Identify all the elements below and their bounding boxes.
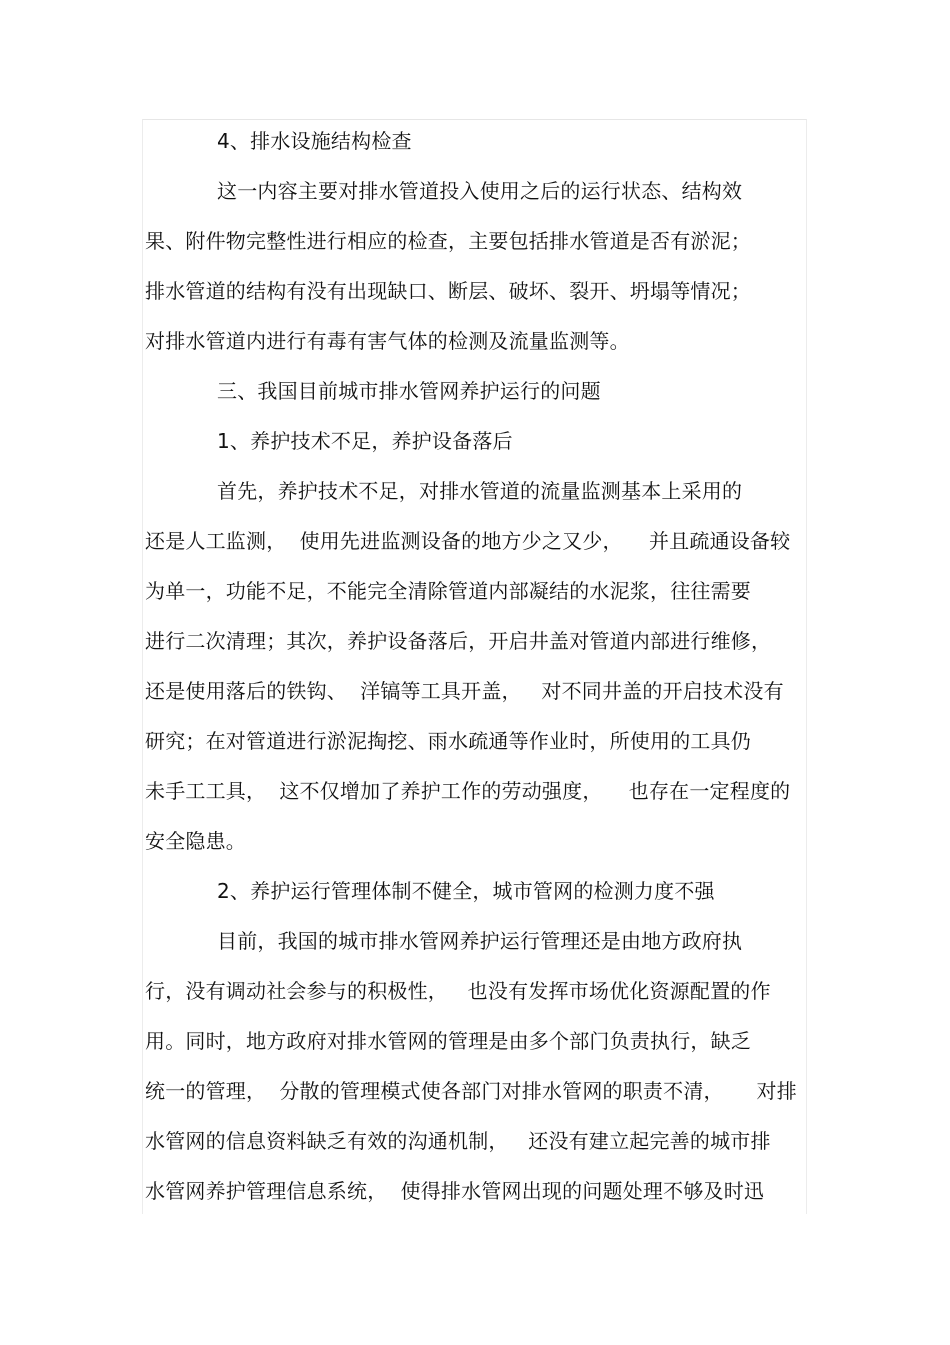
subheading-technology: 1、养护技术不足，养护设备落后 [217, 429, 513, 453]
paragraph-line: 排水管道的结构有没有出现缺口、断层、破坏、裂开、坍塌等情况； [145, 279, 751, 303]
heading-structure-inspection: 4、排水设施结构检查 [217, 129, 412, 153]
paragraph-line: 果、附件物完整性进行相应的检查，主要包括排水管道是否有淤泥； [145, 229, 751, 253]
paragraph-line: 安全隐患。 [145, 829, 246, 853]
paragraph-line: 水管网的信息资料缺乏有效的沟通机制， 还没有建立起完善的城市排 [145, 1129, 771, 1153]
paragraph-line: 目前，我国的城市排水管网养护运行管理还是由地方政府执 [217, 929, 743, 953]
subheading-management: 2、养护运行管理体制不健全，城市管网的检测力度不强 [217, 879, 715, 903]
paragraph-line: 为单一，功能不足，不能完全清除管道内部凝结的水泥浆，往往需要 [145, 579, 751, 603]
paragraph-line: 统一的管理， 分散的管理模式使各部门对排水管网的职责不清， 对排 [145, 1079, 797, 1103]
paragraph-line: 未手工工具， 这不仅增加了养护工作的劳动强度， 也存在一定程度的 [145, 779, 791, 803]
paragraph-line: 还是使用落后的铁钩、 洋镐等工具开盖， 对不同井盖的开启技术没有 [145, 679, 784, 703]
paragraph-line: 水管网养护管理信息系统， 使得排水管网出现的问题处理不够及时迅 [145, 1179, 765, 1203]
section-heading-problems: 三、我国目前城市排水管网养护运行的问题 [217, 379, 601, 403]
paragraph-line: 首先，养护技术不足，对排水管道的流量监测基本上采用的 [217, 479, 743, 503]
paragraph-line: 对排水管道内进行有毒有害气体的检测及流量监测等。 [145, 329, 630, 353]
paragraph-line: 进行二次清理；其次，养护设备落后，开启井盖对管道内部进行维修， [145, 629, 772, 653]
paragraph-line: 用。同时，地方政府对排水管网的管理是由多个部门负责执行，缺乏 [145, 1029, 751, 1053]
paragraph-line: 行，没有调动社会参与的积极性， 也没有发挥市场优化资源配置的作 [145, 979, 771, 1003]
paragraph-line: 这一内容主要对排水管道投入使用之后的运行状态、结构效 [217, 179, 743, 203]
paragraph-line: 研究；在对管道进行淤泥掏挖、雨水疏通等作业时，所使用的工具仍 [145, 729, 751, 753]
paragraph-line: 还是人工监测， 使用先进监测设备的地方少之又少， 并且疏通设备较 [145, 529, 791, 553]
